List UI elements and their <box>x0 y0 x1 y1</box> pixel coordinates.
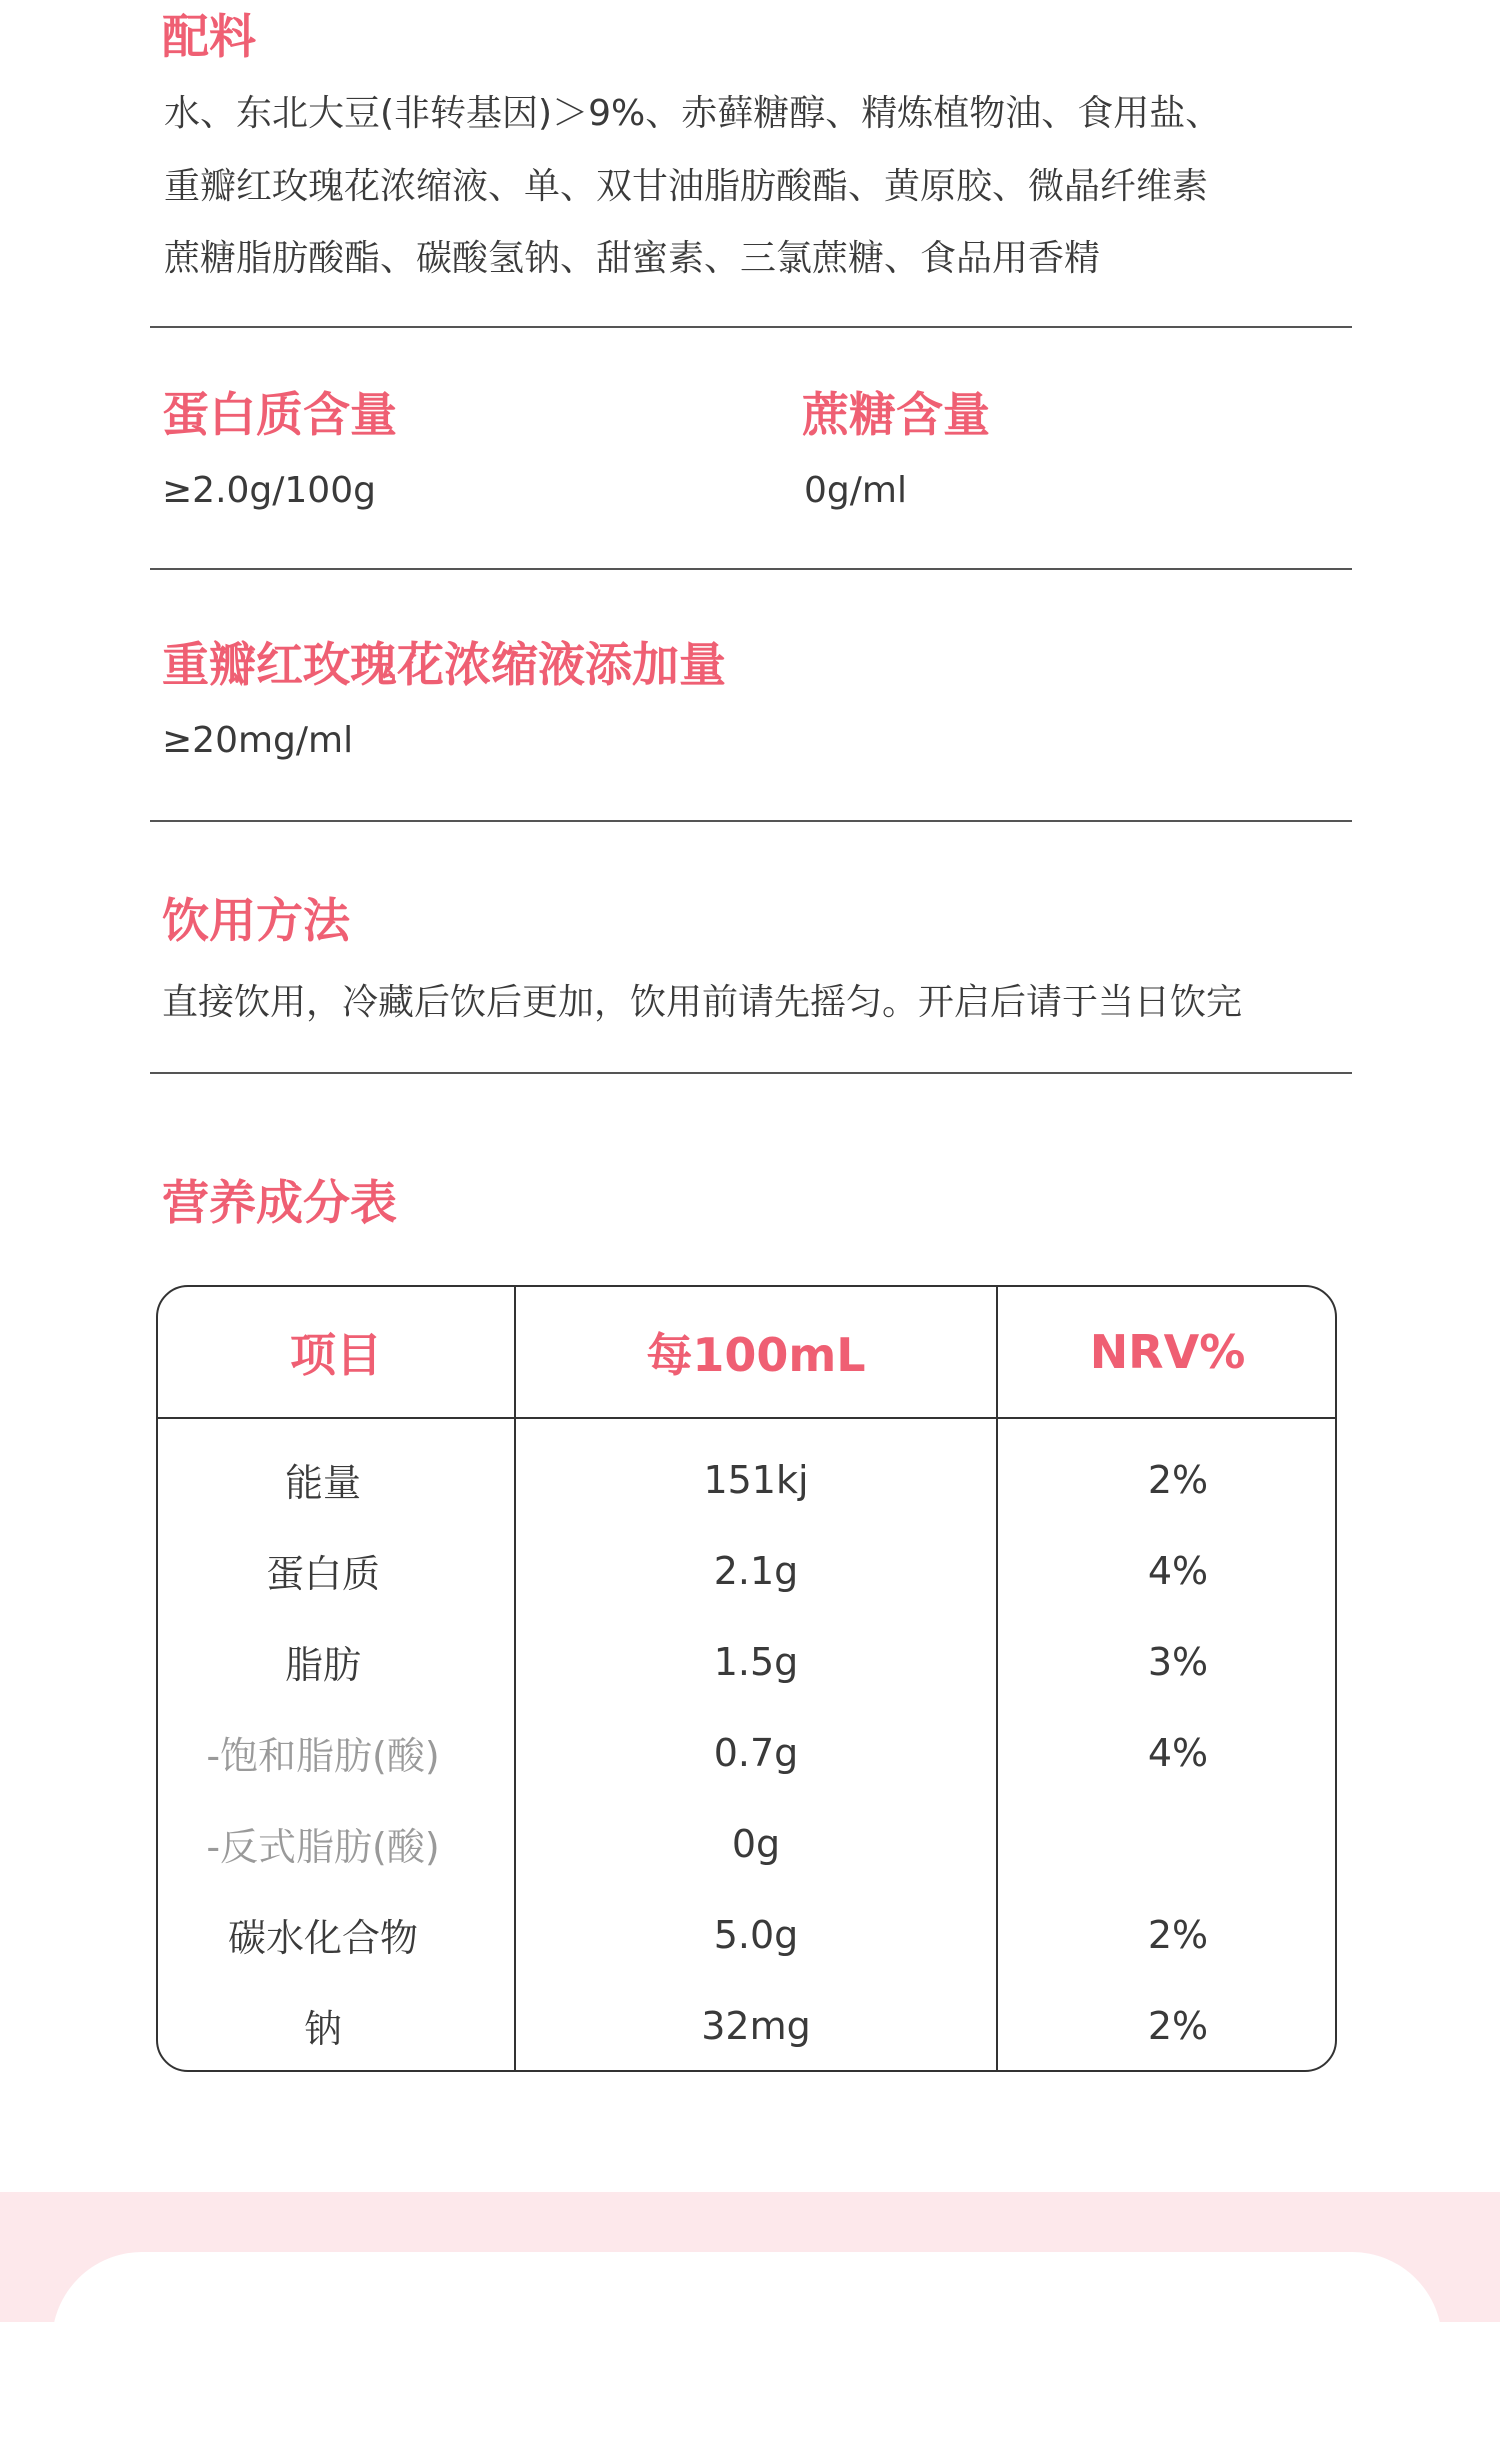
nutrient-amount: 1.5g <box>713 1639 799 1684</box>
ingredients-line-2: 重瓣红玫瑰花浓缩液、单、双甘油脂肪酸酯、黄原胶、微晶纤维素 <box>164 166 1209 207</box>
nutrient-name: 碳水化合物 <box>227 1916 418 1960</box>
table-row <box>158 1434 1335 1525</box>
header-per-100ml: 每100mL <box>646 1328 866 1382</box>
usage-section <box>150 824 1355 1074</box>
nutrition-table <box>156 1285 1337 2072</box>
nutrient-nrv: 2% <box>1147 2003 1209 2048</box>
nutrient-amount: 32mg <box>701 2003 811 2048</box>
nutrient-nrv <box>1023 1798 1333 1889</box>
table-row <box>158 1798 1335 1889</box>
divider <box>150 568 1352 570</box>
nutrient-name: 蛋白质 <box>265 1552 380 1596</box>
nutrient-name: -反式脂肪(酸) <box>206 1825 440 1869</box>
header-nrv: NRV% <box>1089 1325 1246 1379</box>
table-row <box>158 1616 1335 1707</box>
rose-section <box>150 572 1355 822</box>
ingredients-section <box>150 0 1355 320</box>
nutrition-title: 营养成分表 <box>162 1176 397 1231</box>
sucrose-value: 0g/ml <box>804 470 907 511</box>
table-row <box>158 1525 1335 1616</box>
divider <box>150 820 1352 822</box>
protein-value: ≥2.0g/100g <box>162 470 376 511</box>
sucrose-title: 蔗糖含量 <box>802 388 990 443</box>
nutrient-nrv: 2% <box>1147 1912 1209 1957</box>
ingredients-line-3: 蔗糖脂肪酸酯、碳酸氢钠、甜蜜素、三氯蔗糖、食品用香精 <box>164 238 1101 279</box>
ingredients-title: 配料 <box>162 10 256 65</box>
table-row <box>158 1980 1335 2071</box>
nutrient-amount: 5.0g <box>713 1912 799 1957</box>
rose-title: 重瓣红玫瑰花浓缩液添加量 <box>162 638 726 693</box>
header-item: 项目 <box>290 1328 382 1382</box>
protein-title: 蛋白质含量 <box>162 388 397 443</box>
nutrient-amount: 151kj <box>703 1457 809 1502</box>
nutrient-amount: 0g <box>731 1821 781 1866</box>
table-header <box>158 1287 1335 1419</box>
nutrient-amount: 2.1g <box>713 1548 799 1593</box>
nutrient-nrv: 3% <box>1147 1639 1209 1684</box>
footer-card <box>52 2252 1442 2452</box>
ingredients-line-1: 水、东北大豆(非转基因)＞9%、赤藓糖醇、精炼植物油、食用盐、 <box>164 93 1222 134</box>
nutrient-amount: 0.7g <box>713 1730 799 1775</box>
usage-title: 饮用方法 <box>162 894 350 949</box>
table-row <box>158 1707 1335 1798</box>
nutrient-name: 钠 <box>303 2007 342 2051</box>
nutrient-nrv: 4% <box>1147 1730 1209 1775</box>
nutrient-name: -饱和脂肪(酸) <box>206 1734 440 1778</box>
usage-text: 直接饮用，冷藏后饮后更加，饮用前请先摇匀。开启后请于当日饮完 <box>162 982 1243 1023</box>
nutrient-name: 能量 <box>284 1461 361 1505</box>
nutrient-nrv: 2% <box>1147 1457 1209 1502</box>
content-section <box>150 330 1355 570</box>
divider <box>150 326 1352 328</box>
table-row <box>158 1889 1335 1980</box>
rose-value: ≥20mg/ml <box>162 720 354 761</box>
nutrient-name: 脂肪 <box>284 1643 361 1687</box>
divider <box>150 1072 1352 1074</box>
nutrient-nrv: 4% <box>1147 1548 1209 1593</box>
